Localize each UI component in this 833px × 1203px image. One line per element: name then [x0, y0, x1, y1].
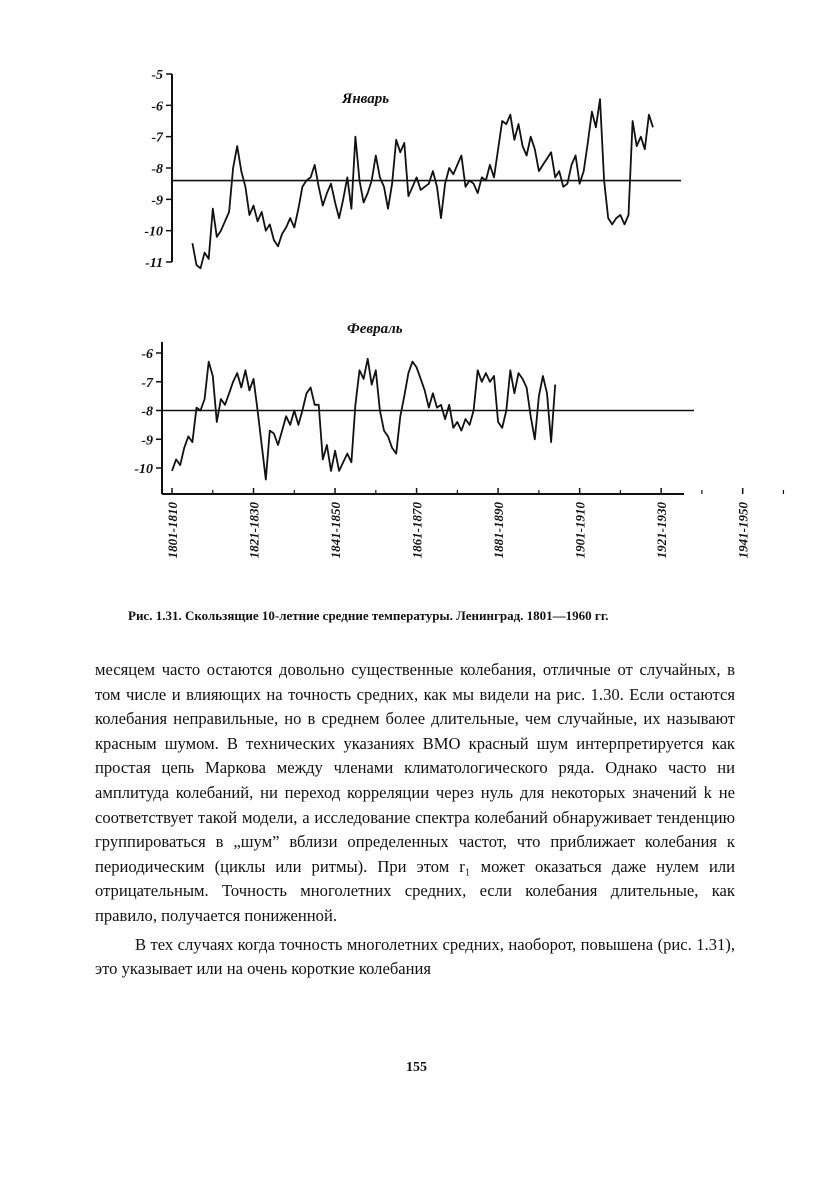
- x-tick-label: 1841-1850: [328, 502, 344, 559]
- february-series-line: [172, 359, 555, 480]
- february-chart: [134, 321, 783, 558]
- y-tick-label: -7: [141, 375, 153, 391]
- february-title: Февраль: [347, 321, 403, 337]
- paragraph-1: месяцем часто остаются довольно существенные колебания, отличные от случайных, в том числе и влияющих на точность средних, как мы видели на рис. 1.30. Если остаются колебания неправильные, но в среднем более длительные, чем случайные, их называют красным шумом. В технических указаниях ВМО красный шум интерпретируется как простая цепь Маркова между членами климатологического ряда. Однако часто ни амплитуда колебаний, ни переход корреляции через нуль для некоторых значений k не соответствует такой модели, а исследование спектра колебаний обнаруживает тенденцию группироваться в „шум” вблизи определенных частот, что приближает колебания к периодическим (циклы или ритмы). При этом r₁ может оказаться даже нулем или отрицательным. Точность многолетних средних, если колебания длительные, как правило, получается пониженной.: [95, 660, 735, 925]
- y-tick-label: -10: [144, 224, 163, 240]
- x-tick-label: 1801-1810: [165, 502, 180, 559]
- temperature-charts: [0, 0, 833, 600]
- x-tick-label: 1821-1830: [246, 502, 262, 559]
- y-tick-label: -9: [141, 433, 153, 449]
- january-series-line: [192, 99, 653, 268]
- february-x-ticks: [165, 488, 783, 558]
- y-tick-label: -10: [134, 462, 153, 477]
- y-tick-label: -11: [145, 256, 163, 271]
- february-y-ticks: [134, 347, 162, 477]
- y-tick-label: -8: [141, 404, 153, 420]
- y-tick-label: -9: [151, 193, 163, 209]
- x-tick-label: 1901-1910: [572, 502, 588, 559]
- y-tick-label: -7: [151, 130, 163, 146]
- body-text: [95, 658, 735, 982]
- y-tick-label: -6: [151, 99, 163, 115]
- figure-caption-text: Скользящие 10-летние средние температуры. Ленинград. 1801—1960 гг.: [184, 608, 609, 623]
- january-title: Январь: [342, 91, 390, 107]
- y-tick-label: -8: [151, 162, 163, 177]
- paragraph-2: В тех случаях когда точность многолетних средних, наоборот, повышена (рис. 1.31), это указывает или на очень короткие колебания: [95, 934, 735, 979]
- page-number: 155: [406, 1060, 427, 1075]
- january-y-ticks: [144, 68, 172, 271]
- january-chart: [144, 68, 681, 271]
- y-tick-label: -5: [151, 68, 163, 83]
- x-tick-label: 1861-1870: [409, 502, 425, 559]
- x-tick-label: 1921-1930: [654, 502, 670, 559]
- figure-caption: [128, 608, 768, 624]
- figure-number: Рис. 1.31.: [128, 608, 182, 623]
- x-tick-label: 1881-1890: [491, 502, 507, 559]
- y-tick-label: -6: [141, 347, 153, 362]
- x-tick-label: 1941-1950: [735, 502, 751, 559]
